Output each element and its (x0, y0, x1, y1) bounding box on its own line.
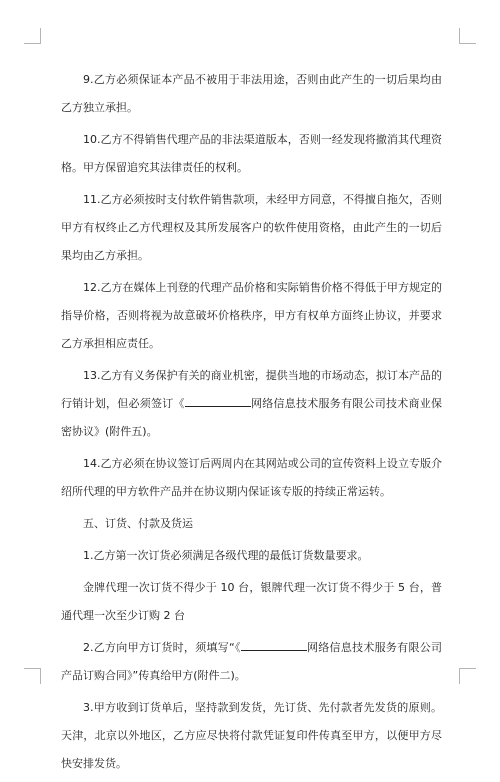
crop-mark-bottom-left (40, 668, 41, 684)
crop-mark-bottom-right (459, 668, 476, 669)
order-clause-2-text-before: 2.乙方向甲方订货时，须填写“《 (83, 641, 241, 654)
order-quantity-detail: 金牌代理一次订货不得少于 10 台，银牌代理一次订货不得少于 5 台，普通代理一次至少订购 2 台 (61, 581, 442, 622)
crop-mark-top-left (40, 28, 41, 44)
fill-in-blank (185, 396, 251, 407)
order-clause-3: 3.甲方收到订货单后，坚持款到发货，先订货、先付款者先发货的原则。天津，北京以外地区，乙方应尽快将付款凭证复印件传真至甲方，以便甲方尽快安排发货。 (61, 701, 442, 770)
order-clause-2-text-after: 网络信息技术服务有限公司产品订购合同》”传真给甲方(附件二)。 (61, 641, 442, 682)
clause-14: 14.乙方必须在协议签订后两周内在其网站或公司的宣传资料上设立专版介绍所代理的甲方软件产品并在协议期内保证该专版的持续正常运转。 (61, 457, 442, 498)
clause-13-text-after: 网络信息技术服务有限公司技术商业保密协议》(附件五)。 (61, 397, 442, 438)
section-heading: 五、订货、付款及货运 (83, 517, 193, 530)
crop-mark-top-right (459, 43, 476, 44)
crop-mark-top-right (459, 28, 460, 44)
order-clause-1: 1.乙方第一次订货必须满足各级代理的最低订货数量要求。 (83, 549, 369, 562)
clause-13 (61, 362, 442, 446)
document-body (61, 66, 442, 782)
clause-9: 9.乙方必须保证本产品不被用于非法用途，否则由此产生的一切后果均由乙方独立承担。 (61, 73, 442, 114)
order-clause-2 (61, 634, 442, 690)
clause-12: 12.乙方在媒体上刊登的代理产品价格和实际销售价格不得低于甲方规定的指导价格，否则将视为故意破坏价格秩序，甲方有权单方面终止协议，并要求乙方承担相应责任。 (61, 281, 442, 350)
crop-mark-bottom-right (459, 668, 460, 684)
fill-in-blank (241, 640, 307, 651)
clause-10: 10.乙方不得销售代理产品的非法渠道版本，否则一经发现将撤消其代理资格。甲方保留追究其法律责任的权利。 (61, 133, 442, 174)
crop-mark-bottom-left (24, 668, 41, 669)
clause-11: 11.乙方必须按时支付软件销售款项，未经甲方同意，不得擅自拖欠，否则甲方有权终止乙方代理权及其所发展客户的软件使用资格，由此产生的一切后果均由乙方承担。 (61, 193, 442, 262)
crop-mark-top-left (24, 43, 41, 44)
clause-13-text-before: 13.乙方有义务保护有关的商业机密，提供当地的市场动态，拟订本产品的行销计划，但必须签订《 (61, 369, 442, 410)
